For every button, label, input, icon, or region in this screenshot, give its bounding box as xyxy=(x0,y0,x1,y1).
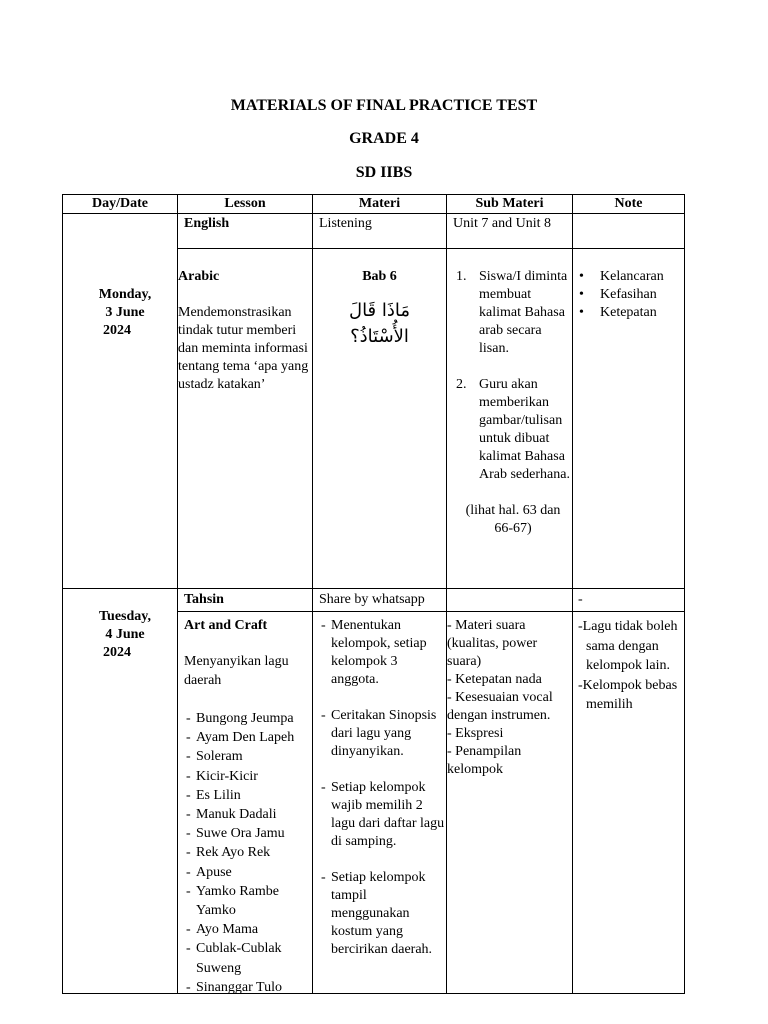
monday-year: 2024 xyxy=(103,323,131,338)
school-heading: SD IIBS xyxy=(355,164,413,181)
list-item: - Menentukan kelompok, setiap kelompok 3 anggota. xyxy=(319,617,445,689)
list-item: - Manuk Dadali xyxy=(184,805,310,824)
arabic-title-line-2: الأُسْتَاذُ؟ xyxy=(350,326,409,347)
art-sub-materi-cell xyxy=(447,617,571,779)
note-bullet-item: • Kefasihan xyxy=(579,287,657,302)
list-item: - Yamko Rambe Yamko xyxy=(184,882,310,920)
art-lesson: Art and Craft xyxy=(184,618,268,633)
list-item: - Setiap kelompok wajib memilih 2 lagu dari daftar lagu di samping. xyxy=(319,779,445,851)
list-item: - Materi suara (kualitas, power suara) xyxy=(447,618,538,669)
tahsin-lesson: Tahsin xyxy=(184,592,224,607)
tuesday-day: Tuesday, xyxy=(98,609,151,624)
list-item: - Cublak-Cublak Suweng xyxy=(184,939,310,977)
list-item: -Lagu tidak boleh sama dengan kelompok lain. xyxy=(578,619,678,673)
monday-date: 3 June xyxy=(105,305,145,320)
list-item: - Ceritakan Sinopsis dari lagu yang dinyanyikan. xyxy=(319,707,445,761)
column-header-lesson: Lesson xyxy=(224,196,266,211)
arabic-materi-chapter: Bab 6 xyxy=(362,269,397,284)
tuesday-year: 2024 xyxy=(103,645,131,660)
arabic-title-line-1: مَاذَا قَالَ xyxy=(348,300,411,321)
arabic-materi-title xyxy=(313,298,446,350)
list-item: - Bungong Jeumpa xyxy=(184,709,310,728)
tuesday-date-cell xyxy=(63,608,187,662)
list-number: 1. xyxy=(456,269,467,284)
english-sub-materi: Unit 7 and Unit 8 xyxy=(453,216,551,231)
note-bullet-item: • Ketepatan xyxy=(579,305,657,320)
grade-heading: GRADE 4 xyxy=(349,130,419,147)
note-bullet-item: • Kelancaran xyxy=(579,269,664,284)
list-item-text: Guru akan memberikan gambar/tulisan untuk dibuat kalimat Bahasa Arab sederhana. xyxy=(479,377,570,482)
arabic-sub-materi-list xyxy=(454,268,572,538)
list-item: -Kelompok bebas memilih xyxy=(578,677,678,712)
arabic-notes xyxy=(577,268,683,322)
list-item: - Soleram xyxy=(184,747,310,766)
monday-date-cell xyxy=(63,286,187,340)
document-title: MATERIALS OF FINAL PRACTICE TEST xyxy=(230,97,538,114)
list-item: - Ayam Den Lapeh xyxy=(184,728,310,747)
english-lesson: English xyxy=(184,216,230,231)
arabic-lesson: Arabic xyxy=(178,269,220,284)
list-item: - Apuse xyxy=(184,863,310,882)
column-header-sub-materi: Sub Materi xyxy=(475,196,544,211)
monday-day: Monday, xyxy=(98,287,152,302)
art-note-cell xyxy=(578,617,684,715)
list-item: - Sinanggar Tulo xyxy=(184,978,310,997)
song-list xyxy=(184,709,310,997)
list-item: - Ketepatan nada xyxy=(447,672,542,687)
list-item-text: Siswa/I diminta membuat kalimat Bahasa arab secara lisan. xyxy=(479,269,568,356)
column-header-day-date: Day/Date xyxy=(92,196,148,211)
list-item: - Ayo Mama xyxy=(184,920,310,939)
tahsin-note: - xyxy=(578,592,583,607)
art-lesson-description: Menyanyikan lagu daerah xyxy=(184,654,289,688)
list-item: - Suwe Ora Jamu xyxy=(184,824,310,843)
arabic-lesson-description: Mendemonstrasikan tindak tutur memberi dan meminta informasi tentang tema ‘apa yang ustadz katakan’ xyxy=(178,305,309,392)
english-materi: Listening xyxy=(319,216,372,231)
tahsin-materi: Share by whatsapp xyxy=(319,592,425,607)
arabic-page-reference: (lihat hal. 63 dan 66-67) xyxy=(465,503,561,536)
list-item: - Penampilan kelompok xyxy=(447,744,522,777)
art-lesson-cell xyxy=(184,617,310,997)
list-item: - Es Lilin xyxy=(184,786,310,805)
list-item: - Setiap kelompok tampil menggunakan kostum yang bercirikan daerah. xyxy=(319,869,445,959)
column-header-note: Note xyxy=(614,196,643,211)
arabic-sub-item xyxy=(454,268,572,358)
list-item: - Kicir-Kicir xyxy=(184,767,310,786)
list-item: - Rek Ayo Rek xyxy=(184,843,310,862)
art-materi-list xyxy=(319,617,445,959)
arabic-sub-item xyxy=(454,376,572,484)
column-header-materi: Materi xyxy=(358,196,401,211)
tuesday-date: 4 June xyxy=(105,627,145,642)
list-number: 2. xyxy=(456,377,467,392)
list-item: - Ekspresi xyxy=(447,726,504,741)
art-materi-cell xyxy=(319,617,445,959)
list-item: - Kesesuaian vocal dengan instrumen. xyxy=(447,690,553,723)
